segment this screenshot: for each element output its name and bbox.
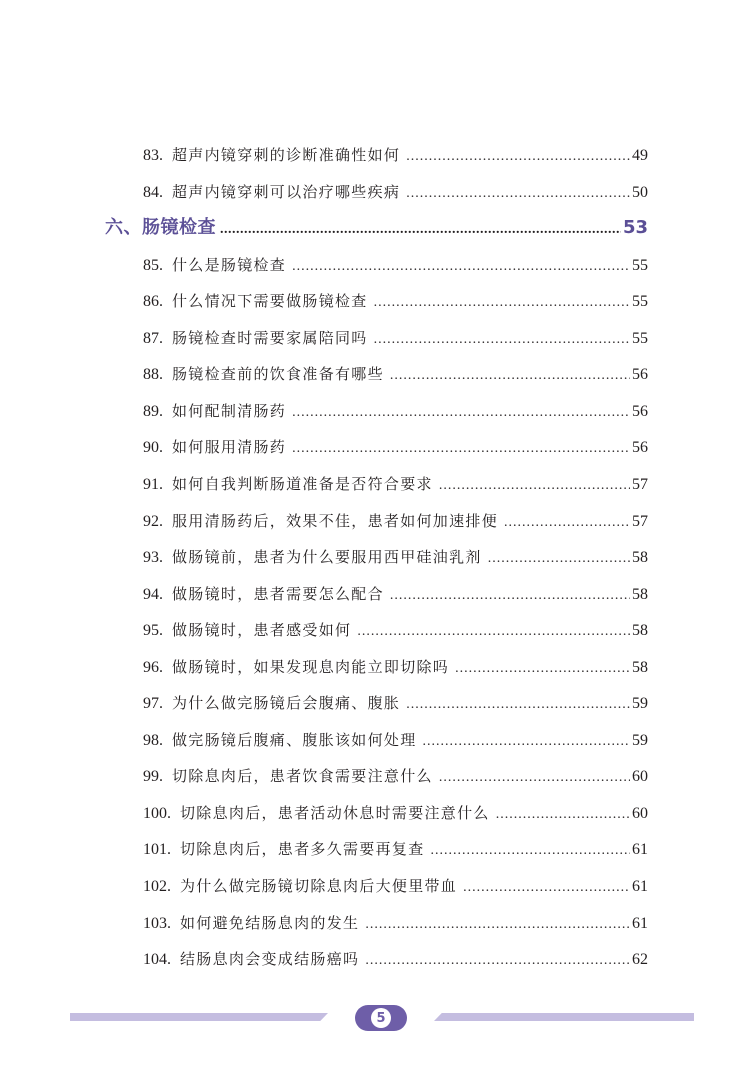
toc-entry[interactable] (143, 289, 648, 313)
toc-entry-number: 92. (143, 512, 163, 530)
dot-leader (496, 803, 630, 827)
toc-entry-number: 101. (143, 841, 171, 859)
dot-leader (374, 291, 630, 315)
toc-entry[interactable] (143, 180, 648, 204)
toc-entry[interactable] (143, 874, 648, 898)
toc-entry-title: 什么是肠镜检查 (172, 255, 287, 274)
toc-entry-number: 98. (143, 731, 163, 749)
dot-leader (365, 913, 630, 937)
toc-entry[interactable] (143, 143, 648, 167)
toc-entry-number: 88. (143, 366, 163, 384)
toc-page-number: 58 (632, 622, 648, 640)
dot-leader (455, 657, 630, 681)
toc-entry[interactable] (143, 728, 648, 752)
toc-entry-number: 89. (143, 402, 163, 420)
toc-page-number: 55 (632, 256, 648, 274)
dot-leader (406, 693, 630, 717)
toc-page-number: 61 (632, 914, 648, 932)
toc-entry-number: 84. (143, 183, 163, 201)
toc-entry-number: 86. (143, 293, 163, 311)
toc-entry-number: 100. (143, 804, 171, 822)
toc-page-number: 61 (632, 841, 648, 859)
dot-leader (488, 547, 630, 571)
toc-entry-title: 如何避免结肠息肉的发生 (180, 913, 360, 932)
toc-page-number: 55 (632, 293, 648, 311)
toc-entry[interactable] (143, 947, 648, 971)
toc-page-number: 55 (632, 329, 648, 347)
dot-leader (463, 876, 630, 900)
toc-entry-number: 93. (143, 549, 163, 567)
dot-leader (439, 474, 630, 498)
toc-entry[interactable] (143, 545, 648, 569)
toc-entry[interactable] (143, 801, 648, 825)
dot-leader (406, 182, 630, 206)
footer-decor-bar-right (434, 1013, 694, 1021)
toc-page-number: 56 (632, 439, 648, 457)
toc-page-number: 56 (632, 366, 648, 384)
toc-entry-title: 做肠镜时，患者需要怎么配合 (172, 584, 384, 603)
toc-entry-title: 做完肠镜后腹痛、腹胀该如何处理 (172, 730, 417, 749)
dot-leader (292, 255, 630, 279)
toc-entry[interactable] (143, 837, 648, 861)
toc-entry-title: 如何配制清肠药 (172, 401, 287, 420)
toc-entry-number: 95. (143, 622, 163, 640)
toc-page-number: 61 (632, 878, 648, 895)
toc-entry-number: 103. (143, 914, 171, 932)
dot-leader (365, 949, 630, 973)
toc-entry[interactable] (143, 582, 648, 606)
toc-entry[interactable] (143, 472, 648, 496)
toc-page-number: 50 (632, 183, 648, 201)
toc-entry-title: 为什么做完肠镜切除息肉后大便里带血 (180, 877, 458, 895)
toc-entry-title: 切除息肉后，患者多久需要再复查 (180, 840, 425, 859)
toc-entry-number: 102. (143, 878, 171, 895)
toc-entry-number: 83. (143, 147, 163, 164)
toc-page-number: 58 (632, 549, 648, 567)
toc-page-number: 58 (632, 585, 648, 603)
dot-leader (220, 218, 621, 242)
toc-page-number: 49 (632, 147, 648, 164)
toc-page-number: 60 (632, 768, 648, 786)
toc-entry-title: 超声内镜穿刺的诊断准确性如何 (172, 146, 401, 164)
toc-entry-title: 做肠镜前，患者为什么要服用西甲硅油乳剂 (172, 548, 482, 567)
dot-leader (439, 766, 630, 790)
toc-entry-title: 切除息肉后，患者饮食需要注意什么 (172, 767, 433, 786)
toc-entry-title: 什么情况下需要做肠镜检查 (172, 292, 368, 311)
toc-entry-number: 90. (143, 439, 163, 457)
toc-section-heading[interactable] (105, 216, 648, 240)
toc-entry[interactable] (143, 911, 648, 935)
dot-leader (292, 437, 630, 461)
toc-entry-number: 94. (143, 585, 163, 603)
toc-entry-title: 如何自我判断肠道准备是否符合要求 (172, 474, 433, 493)
dot-leader (406, 145, 630, 169)
dot-leader (374, 328, 630, 352)
toc-entry-title: 切除息肉后，患者活动休息时需要注意什么 (180, 803, 490, 822)
dot-leader (431, 839, 630, 863)
toc-entry-number: 96. (143, 658, 163, 676)
toc-entry-number: 87. (143, 329, 163, 347)
toc-entry[interactable] (143, 764, 648, 788)
dot-leader (390, 584, 630, 608)
toc-entry-title: 服用清肠药后，效果不佳，患者如何加速排便 (172, 511, 499, 530)
toc-entry[interactable] (143, 618, 648, 642)
toc-page-number: 62 (632, 951, 648, 969)
toc-page-number: 57 (632, 475, 648, 493)
toc-entry[interactable] (143, 435, 648, 459)
toc-page-number: 58 (632, 658, 648, 676)
toc-page-number: 60 (632, 804, 648, 822)
toc-entry-title: 做肠镜时，如果发现息肉能立即切除吗 (172, 657, 450, 676)
toc-entry[interactable] (143, 655, 648, 679)
toc-entry-title: 做肠镜时，患者感受如何 (172, 621, 352, 640)
dot-leader (292, 401, 630, 425)
toc-entry[interactable] (143, 399, 648, 423)
footer-decor-bar-left (70, 1013, 328, 1021)
toc-entry-title: 如何服用清肠药 (172, 438, 287, 457)
dot-leader (357, 620, 630, 644)
toc-entry-number: 99. (143, 768, 163, 786)
section-title: 六、肠镜检查 (105, 217, 216, 239)
toc-entry-number: 104. (143, 951, 171, 969)
page-number-badge (355, 1005, 407, 1031)
dot-leader (504, 511, 630, 535)
toc-entry-title: 超声内镜穿刺可以治疗哪些疾病 (172, 182, 401, 201)
toc-entry[interactable] (143, 509, 648, 533)
toc-page-number: 59 (632, 695, 648, 713)
toc-entry[interactable] (143, 326, 648, 350)
toc-entry-title: 结肠息肉会变成结肠癌吗 (180, 950, 360, 969)
toc-page-number: 59 (632, 731, 648, 749)
toc-entry-title: 肠镜检查时需要家属陪同吗 (172, 328, 368, 347)
toc-page-number: 56 (632, 402, 648, 420)
dot-leader (390, 364, 630, 388)
toc-entry-number: 97. (143, 695, 163, 713)
dot-leader (423, 730, 630, 754)
toc-entry[interactable] (143, 253, 648, 277)
toc-entry-number: 91. (143, 475, 163, 493)
toc-entry-title: 肠镜检查前的饮食准备有哪些 (172, 365, 384, 384)
toc-page-number: 53 (622, 217, 648, 239)
page-number: 5 (371, 1008, 391, 1028)
toc-entry[interactable] (143, 691, 648, 715)
toc-entry-title: 为什么做完肠镜后会腹痛、腹胀 (172, 694, 401, 713)
toc-entry-number: 85. (143, 256, 163, 274)
toc-entry[interactable] (143, 362, 648, 386)
toc-page-number: 57 (632, 512, 648, 530)
